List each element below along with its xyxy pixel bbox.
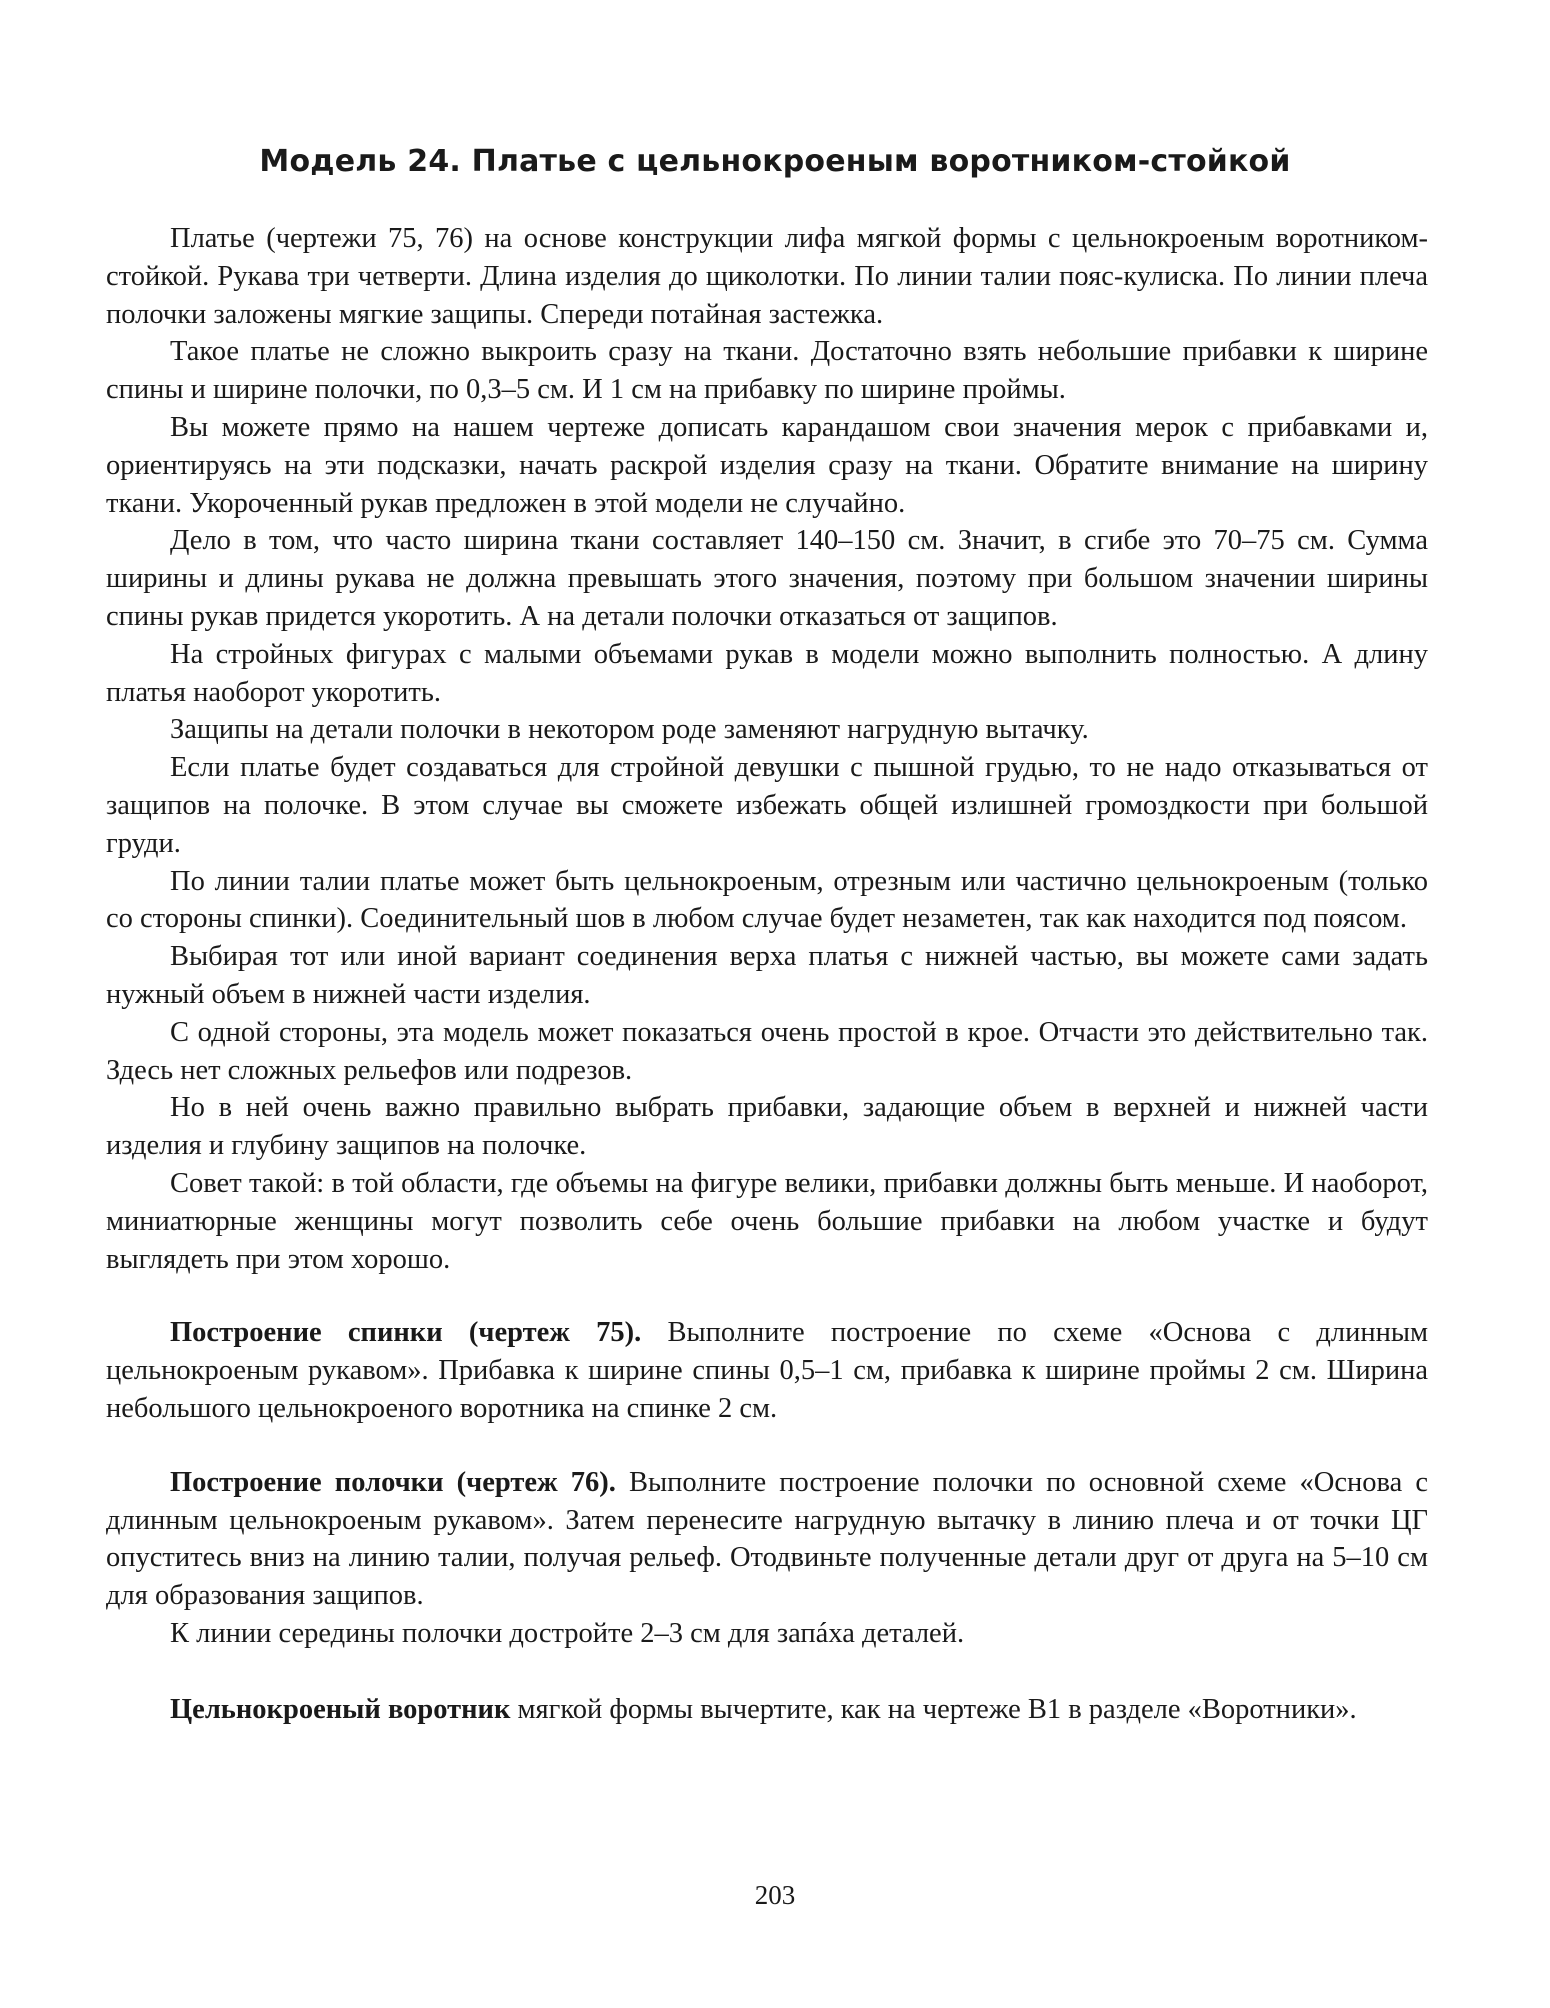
paragraph: Платье (чертежи 75, 76) на основе конструкции лифа мягкой формы с цельнокроеным воротником-стойкой. Рукава три четверти. Длина изделия до щиколотки. По линии талии пояс-кулиска. По линии плеча полочки заложены мягкие защипы. Спереди потайная застежка. (106, 223, 1428, 330)
paragraph: Если платье будет создаваться для стройной девушки с пышной грудью, то не надо отказываться от защипов на полочке. В этом случае вы сможете избежать общей излишней громоздкости при большой груди. (106, 752, 1428, 859)
paragraph: Выбирая тот или иной вариант соединения верха платья с нижней частью, вы можете сами задать нужный объем в нижней части изделия. (106, 941, 1428, 1010)
front-construction-extra: К линии середины полочки достройте 2–3 см для запáха деталей. (170, 1617, 965, 1649)
page-number: 203 (754, 1880, 796, 1910)
collar-heading: Цельнокроеный воротник (170, 1693, 511, 1725)
back-construction-paragraph (106, 1314, 1428, 1427)
paragraph: Совет такой: в той области, где объемы на фигуре велики, прибавки должны быть меньше. И наоборот, миниатюрные женщины могут позволить себе очень большие прибавки на любом участке и будут выглядеть при этом хорошо. (106, 1167, 1428, 1275)
paragraph: Такое платье не сложно выкроить сразу на ткани. Достаточно взять небольшие прибавки к ширине спины и ширине полочки, по 0,3–5 см. И 1 см на прибавку по ширине проймы. (106, 336, 1428, 406)
back-construction-text: Выполните построение по схеме «Основа с длинным цельнокроеным рукавом». Прибавка к ширине спины 0,5–1 см, прибавка к ширине проймы 2 см. Ширина небольшого цельнокроеного воротника на спинке 2 см. (106, 1317, 1429, 1424)
collar-text: мягкой формы вычертите, как на чертеже В1 в разделе «Воротники». (510, 1693, 1357, 1725)
front-construction-heading: Построение полочки (чертеж 76). (170, 1466, 616, 1498)
back-construction-heading: Построение спинки (чертеж 75). (170, 1317, 642, 1349)
collar-paragraph (106, 1691, 1428, 1729)
paragraph: Защипы на детали полочки в некотором роде заменяют нагрудную вытачку. (170, 714, 1089, 746)
paragraph: По линии талии платье может быть цельнокроеным, отрезным или частично цельнокроеным (только со стороны спинки). Соединительный шов в любом случае будет незаметен, так как находится под поясом. (106, 865, 1428, 935)
page-title: Модель 24. Платье с цельнокроеным воротником-стойкой (259, 144, 1291, 179)
front-construction-text: Выполните построение полочки по основной схеме «Основа с длинным цельнокроеным рукавом». Затем перенесите нагрудную вытачку в линию плеча и от точки ЦГ опуститесь вниз на линию талии, получая рельеф. Отодвиньте полученные детали друг от друга на 5–10 см для образования защипов. (106, 1466, 1428, 1612)
paragraph: Вы можете прямо на нашем чертеже дописать карандашом свои значения мерок с прибавками и, ориентируясь на эти подсказки, начать раскрой изделия сразу на ткани. Обратите внимание на ширину ткани. Укороченный рукав предложен в этой модели не случайно. (106, 411, 1428, 519)
paragraph: Дело в том, что часто ширина ткани составляет 140–150 см. Значит, в сгибе это 70–75 см. Сумма ширины и длины рукава не должна превышать этого значения, поэтому при большом значении ширины спины рукав придется укоротить. А на детали полочки отказаться от защипов. (106, 525, 1428, 632)
front-construction-paragraph (106, 1464, 1428, 1615)
paragraph: Но в ней очень важно правильно выбрать прибавки, задающие объем в верхней и нижней части изделия и глубину защипов на полочке. (106, 1092, 1428, 1162)
body-text (106, 220, 1428, 1728)
paragraph: С одной стороны, эта модель может показаться очень простой в крое. Отчасти это действительно так. Здесь нет сложных рельефов или подрезов. (106, 1016, 1428, 1086)
paragraph: На стройных фигурах с малыми объемами рукав в модели можно выполнить полностью. А длину платья наоборот укоротить. (106, 638, 1428, 708)
